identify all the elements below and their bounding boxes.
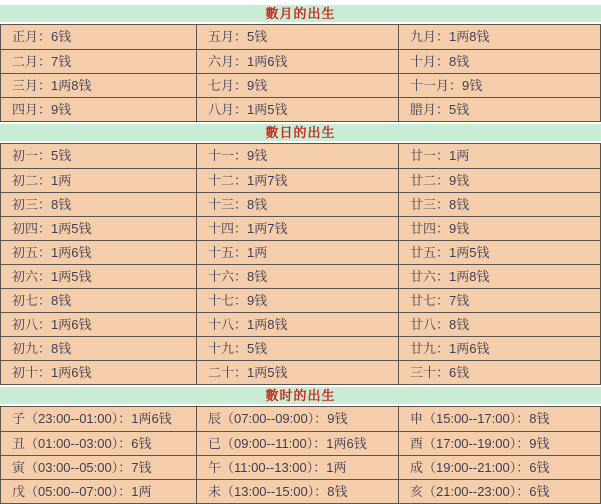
- table-row: [1, 144, 600, 168]
- table-cell: 廿二：9钱: [399, 169, 600, 192]
- table-cell: 初三：8钱: [1, 193, 197, 216]
- table-row: [1, 97, 600, 121]
- table-cell: 五月：5钱: [197, 25, 399, 49]
- table-cell: 午（11:00--13:00）：1两: [197, 456, 399, 479]
- table-cell: 二月：7钱: [1, 50, 197, 73]
- table-cell: 初六：1两5钱: [1, 265, 197, 288]
- section-header-days: 數日的出生: [0, 124, 601, 141]
- table-cell: 初一：5钱: [1, 144, 197, 168]
- table-cell: 已（09:00--11:00）：1两6钱: [197, 432, 399, 455]
- table-row: [1, 479, 600, 503]
- table-cell: 廿六：1两8钱: [399, 265, 600, 288]
- table-cell: 未（13:00--15:00）：8钱: [197, 480, 399, 503]
- table-cell: 寅（03:00--05:00）：7钱: [1, 456, 197, 479]
- table-row: [1, 336, 600, 360]
- table-cell: 申（15:00--17:00）：8钱: [399, 407, 600, 431]
- section-header-months: 數月的出生: [0, 5, 601, 22]
- table-row: [1, 240, 600, 264]
- table-cell: 初七：8钱: [1, 289, 197, 312]
- table-row: [1, 288, 600, 312]
- table-cell: 廿八：8钱: [399, 313, 600, 336]
- table-cell: 七月：9钱: [197, 74, 399, 97]
- table-cell: 十月：8钱: [399, 50, 600, 73]
- table-cell: 十二：1两7钱: [197, 169, 399, 192]
- table-row: [1, 168, 600, 192]
- table-cell: 初八：1两6钱: [1, 313, 197, 336]
- table-cell: 十六：8钱: [197, 265, 399, 288]
- section-header-hours: 數时的出生: [0, 387, 601, 404]
- table-cell: 亥（21:00--23:00）：6钱: [399, 480, 600, 503]
- table-cell: 十四：1两7钱: [197, 217, 399, 240]
- table-row: [1, 216, 600, 240]
- table-cell: 初五：1两6钱: [1, 241, 197, 264]
- table-row: [1, 25, 600, 49]
- table-cell: 十八：1两8钱: [197, 313, 399, 336]
- table-cell: 腊月：5钱: [399, 98, 600, 121]
- table-cell: 六月：1两6钱: [197, 50, 399, 73]
- table-cell: 廿一：1两: [399, 144, 600, 168]
- hours-table: [0, 406, 601, 504]
- table-cell: 十一：9钱: [197, 144, 399, 168]
- table-cell: 初四：1两5钱: [1, 217, 197, 240]
- table-cell: 戊（05:00--07:00）：1两: [1, 480, 197, 503]
- table-row: [1, 264, 600, 288]
- table-row: [1, 312, 600, 336]
- table-cell: 子（23:00--01:00）：1两6钱: [1, 407, 197, 431]
- table-row: [1, 431, 600, 455]
- months-table: [0, 24, 601, 122]
- table-cell: 丑（01:00--03:00）：6钱: [1, 432, 197, 455]
- days-table: [0, 143, 601, 385]
- table-cell: 十三：8钱: [197, 193, 399, 216]
- table-cell: 初十：1两6钱: [1, 361, 197, 384]
- table-cell: 廿三：8钱: [399, 193, 600, 216]
- table-cell: 初二：1两: [1, 169, 197, 192]
- table-row: [1, 455, 600, 479]
- table-cell: 四月：9钱: [1, 98, 197, 121]
- table-cell: 二十：1两5钱: [197, 361, 399, 384]
- table-cell: 三月：1两8钱: [1, 74, 197, 97]
- table-cell: 初九：8钱: [1, 337, 197, 360]
- table-row: [1, 360, 600, 384]
- table-cell: 酉（17:00--19:00）：9钱: [399, 432, 600, 455]
- table-row: [1, 49, 600, 73]
- table-row: [1, 73, 600, 97]
- table-cell: 廿四：9钱: [399, 217, 600, 240]
- table-row: [1, 407, 600, 431]
- table-cell: 三十：6钱: [399, 361, 600, 384]
- table-cell: 十一月：9钱: [399, 74, 600, 97]
- table-cell: 廿九：1两6钱: [399, 337, 600, 360]
- table-cell: 九月：1两8钱: [399, 25, 600, 49]
- table-row: [1, 192, 600, 216]
- table-cell: 成（19:00--21:00）：6钱: [399, 456, 600, 479]
- table-cell: 十九：5钱: [197, 337, 399, 360]
- table-cell: 十七：9钱: [197, 289, 399, 312]
- table-cell: 八月：1两5钱: [197, 98, 399, 121]
- table-cell: 辰（07:00--09:00）：9钱: [197, 407, 399, 431]
- table-cell: 正月：6钱: [1, 25, 197, 49]
- table-cell: 十五：1两: [197, 241, 399, 264]
- table-cell: 廿五：1两5钱: [399, 241, 600, 264]
- table-cell: 廿七：7钱: [399, 289, 600, 312]
